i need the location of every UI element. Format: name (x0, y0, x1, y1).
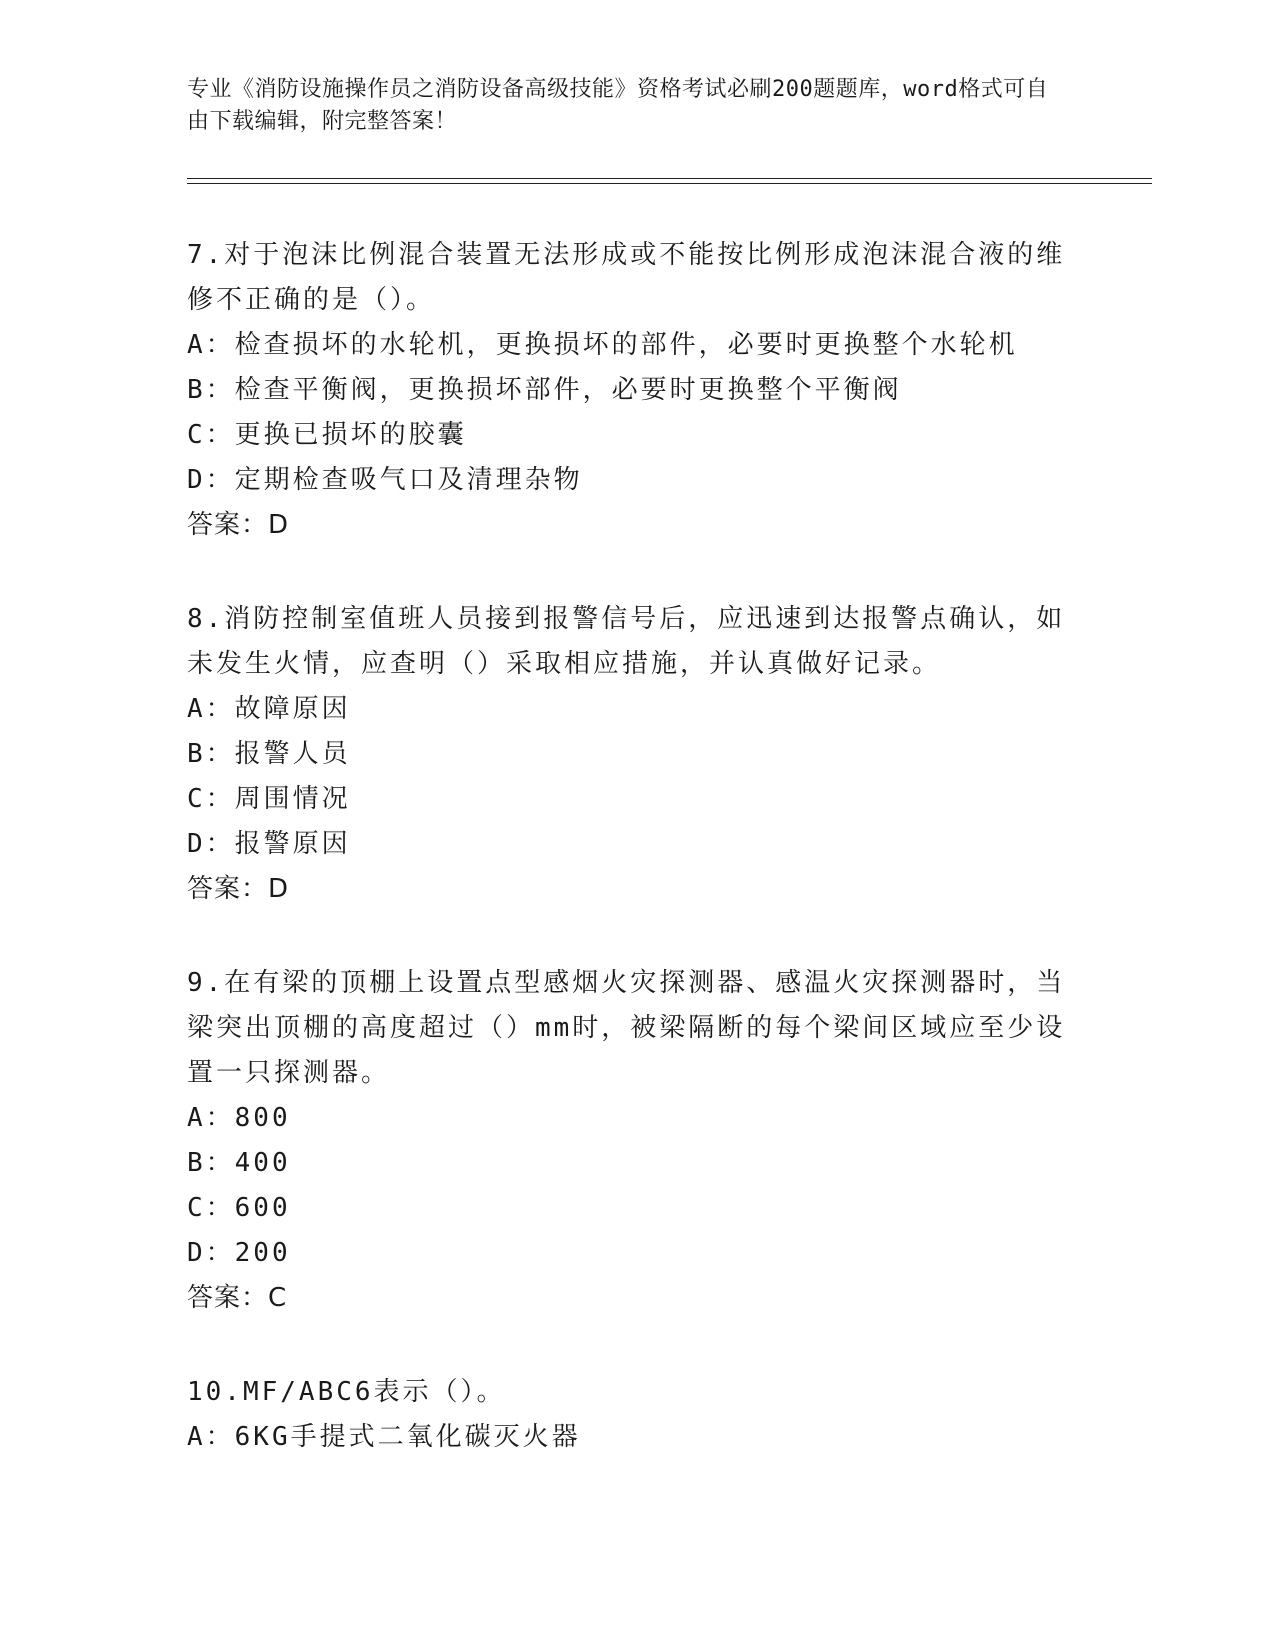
option-a: A：800 (187, 1103, 291, 1133)
question-stem: 10.MF/ABC6表示（）。 (187, 1377, 506, 1407)
question-8 (187, 597, 1067, 912)
document-header: 专业《消防设施操作员之消防设备高级技能》资格考试必刷200题题库，word格式可自由下载编辑，附完整答案！ (187, 77, 1049, 134)
option-a: A：故障原因 (187, 694, 351, 724)
option-d: D：报警原因 (187, 829, 351, 859)
question-9 (187, 961, 1067, 1321)
option-b: B：报警人员 (187, 739, 351, 769)
question-10 (187, 1370, 1067, 1460)
option-a: A：检查损坏的水轮机，更换损坏的部件，必要时更换整个水轮机 (187, 330, 1018, 360)
question-stem: 8.消防控制室值班人员接到报警信号后，应迅速到达报警点确认，如未发生火情，应查明（）采取相应措施，并认真做好记录。 (187, 604, 1066, 679)
question-stem: 9.在有梁的顶棚上设置点型感烟火灾探测器、感温火灾探测器时，当梁突出顶棚的高度超过（）mm时，被梁隔断的每个梁间区域应至少设置一只探测器。 (187, 968, 1066, 1088)
header-divider-top (187, 178, 1152, 179)
option-b: B：检查平衡阀，更换损坏部件，必要时更换整个平衡阀 (187, 375, 902, 405)
header-divider-bottom (187, 183, 1152, 184)
option-b: B：400 (187, 1148, 291, 1178)
answer: 答案：D (187, 874, 290, 904)
question-7 (187, 233, 1067, 548)
option-d: D：定期检查吸气口及清理杂物 (187, 465, 583, 495)
option-d: D：200 (187, 1238, 291, 1268)
question-stem: 7.对于泡沫比例混合装置无法形成或不能按比例形成泡沫混合液的维修不正确的是（）。 (187, 240, 1066, 315)
answer: 答案：D (187, 510, 290, 540)
option-a: A：6KG手提式二氧化碳灭火器 (187, 1422, 581, 1452)
answer: 答案：C (187, 1283, 288, 1313)
option-c: C：周围情况 (187, 784, 351, 814)
option-c: C：600 (187, 1193, 291, 1223)
option-c: C：更换已损坏的胶囊 (187, 420, 467, 450)
